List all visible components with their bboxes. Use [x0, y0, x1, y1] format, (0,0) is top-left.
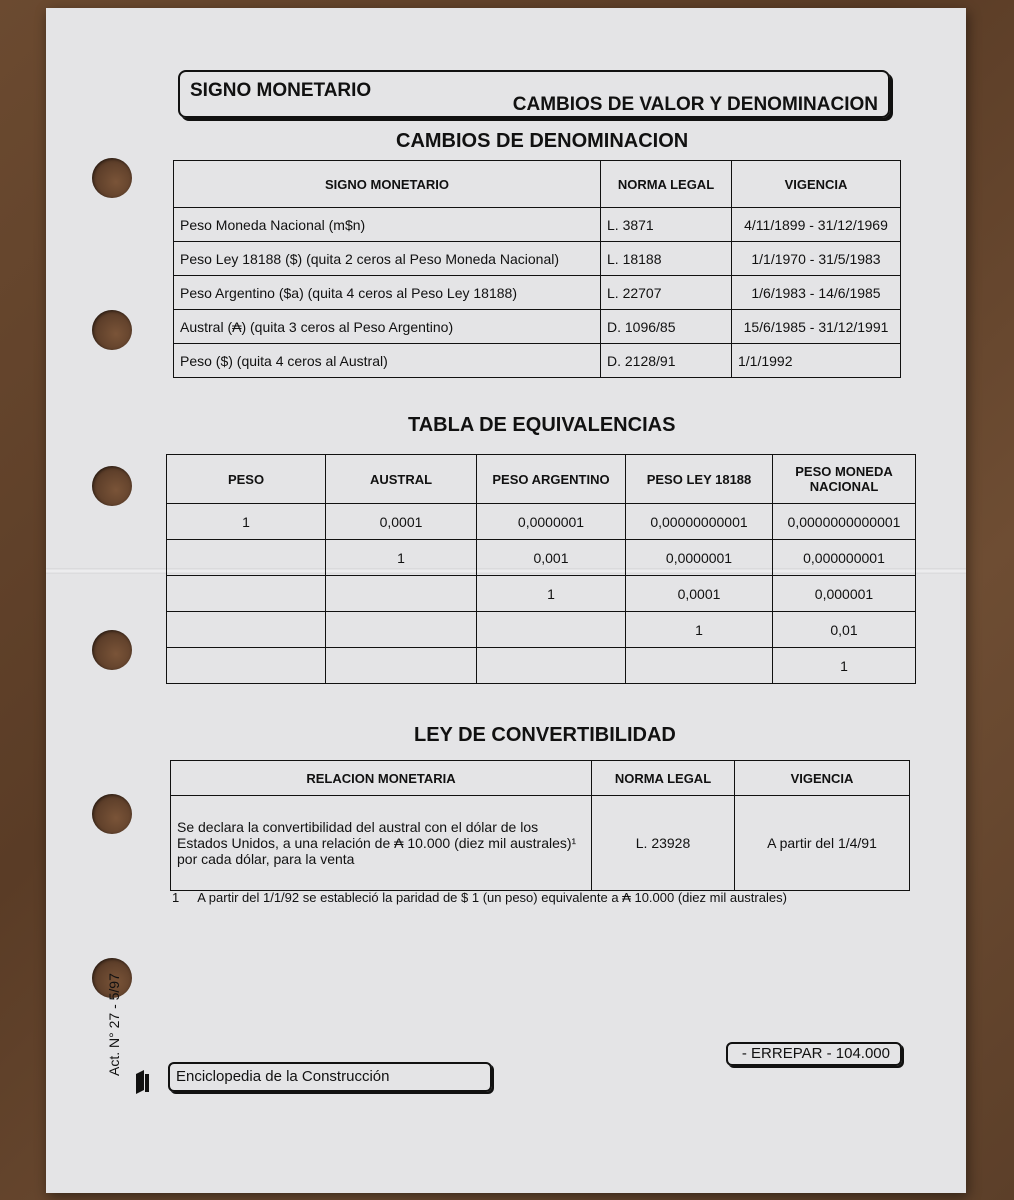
table-cell: 1: [477, 576, 626, 612]
column-header: PESO ARGENTINO: [477, 455, 626, 504]
footnote: [172, 890, 787, 905]
table-header-row: [174, 161, 901, 208]
column-header: RELACION MONETARIA: [171, 761, 592, 796]
footnote-number: 1: [172, 890, 180, 905]
norma-cell: L. 23928: [592, 796, 735, 891]
table-cell: Peso Ley 18188 ($) (quita 2 ceros al Peso Moneda Nacional): [174, 242, 601, 276]
table-cell: 1: [626, 612, 773, 648]
table-cell: 1: [326, 540, 477, 576]
table-cell: 0,0000001: [477, 504, 626, 540]
denominacion-title: CAMBIOS DE DENOMINACION: [396, 130, 689, 152]
document-page: [46, 8, 966, 1193]
relacion-cell: Se declara la convertibilidad del austral con el dólar de los Estados Unidos, a una relación de ₳ 10.000 (diez mil australes)¹ por cada dólar, para la venta: [171, 796, 592, 891]
column-header: SIGNO MONETARIO: [174, 161, 601, 208]
footer-right-box: [726, 1042, 902, 1066]
table-cell: D. 2128/91: [601, 344, 732, 378]
column-header: VIGENCIA: [732, 161, 901, 208]
table-cell: [477, 648, 626, 684]
column-header: NORMA LEGAL: [601, 161, 732, 208]
table-cell: 15/6/1985 - 31/12/1991: [732, 310, 901, 344]
table-cell: [326, 648, 477, 684]
table-cell: 0,001: [477, 540, 626, 576]
table-cell: [326, 576, 477, 612]
equivalencias-title: TABLA DE EQUIVALENCIAS: [408, 414, 676, 436]
book-icon: [134, 1070, 150, 1094]
table-cell: 0,000001: [773, 576, 916, 612]
table-cell: Peso ($) (quita 4 ceros al Austral): [174, 344, 601, 378]
table-row: [167, 648, 916, 684]
punch-hole: [92, 466, 132, 506]
table-cell: [167, 540, 326, 576]
table-cell: Peso Moneda Nacional (m$n): [174, 208, 601, 242]
table-row: [167, 576, 916, 612]
table-cell: 0,00000000001: [626, 504, 773, 540]
table-cell: [326, 612, 477, 648]
table-header-row: [167, 455, 916, 504]
table-cell: L. 3871: [601, 208, 732, 242]
punch-hole: [92, 158, 132, 198]
table-row: [174, 310, 901, 344]
table-cell: D. 1096/85: [601, 310, 732, 344]
table-cell: 1: [773, 648, 916, 684]
table-cell: 4/11/1899 - 31/12/1969: [732, 208, 901, 242]
punch-hole: [92, 310, 132, 350]
convertibilidad-table: [170, 760, 910, 891]
table-cell: [167, 612, 326, 648]
table-cell: 0,01: [773, 612, 916, 648]
footer-left-text: Enciclopedia de la Construcción: [176, 1068, 390, 1085]
column-header: VIGENCIA: [735, 761, 910, 796]
table-row: [174, 208, 901, 242]
table-cell: [626, 648, 773, 684]
column-header: PESO LEY 18188: [626, 455, 773, 504]
footer-right-text: - ERREPAR - 104.000: [741, 1045, 890, 1062]
table-row: [174, 242, 901, 276]
punch-hole: [92, 630, 132, 670]
table-cell: 0,0000001: [626, 540, 773, 576]
column-header: NORMA LEGAL: [592, 761, 735, 796]
header-left-title: SIGNO MONETARIO: [190, 80, 372, 101]
act-number: Act. N° 27 - 5/97: [106, 973, 122, 1076]
table-cell: [167, 576, 326, 612]
punch-hole: [92, 794, 132, 834]
table-cell: 1/1/1992: [732, 344, 901, 378]
table-cell: 1/1/1970 - 31/5/1983: [732, 242, 901, 276]
table-cell: Peso Argentino ($a) (quita 4 ceros al Peso Ley 18188): [174, 276, 601, 310]
header-right-title: CAMBIOS DE VALOR Y DENOMINACION: [512, 94, 878, 115]
table-cell: [167, 648, 326, 684]
table-cell: [477, 612, 626, 648]
table-cell: 1/6/1983 - 14/6/1985: [732, 276, 901, 310]
column-header: PESO: [167, 455, 326, 504]
table-cell: L. 22707: [601, 276, 732, 310]
table-cell: 1: [167, 504, 326, 540]
table-cell: L. 18188: [601, 242, 732, 276]
table-cell: 0,0001: [626, 576, 773, 612]
table-cell: 0,0000000000001: [773, 504, 916, 540]
table-row: [167, 540, 916, 576]
table-row: [167, 612, 916, 648]
equivalencias-table: [166, 454, 916, 684]
column-header: PESO MONEDA NACIONAL: [773, 455, 916, 504]
table-cell: 0,0001: [326, 504, 477, 540]
table-cell: Austral (₳) (quita 3 ceros al Peso Argentino): [174, 310, 601, 344]
footnote-text: A partir del 1/1/92 se estableció la paridad de $ 1 (un peso) equivalente a ₳ 10.000 (diez mil australes): [197, 890, 787, 905]
table-row: [167, 504, 916, 540]
table-cell: 0,000000001: [773, 540, 916, 576]
vigencia-cell: A partir del 1/4/91: [735, 796, 910, 891]
table-header-row: [171, 761, 910, 796]
table-row: [171, 796, 910, 891]
denominacion-table: [173, 160, 901, 378]
footer-left-box: [168, 1062, 492, 1092]
convertibilidad-title: LEY DE CONVERTIBILIDAD: [414, 724, 676, 746]
table-row: [174, 276, 901, 310]
table-row: [174, 344, 901, 378]
column-header: AUSTRAL: [326, 455, 477, 504]
page-header: [178, 70, 890, 118]
